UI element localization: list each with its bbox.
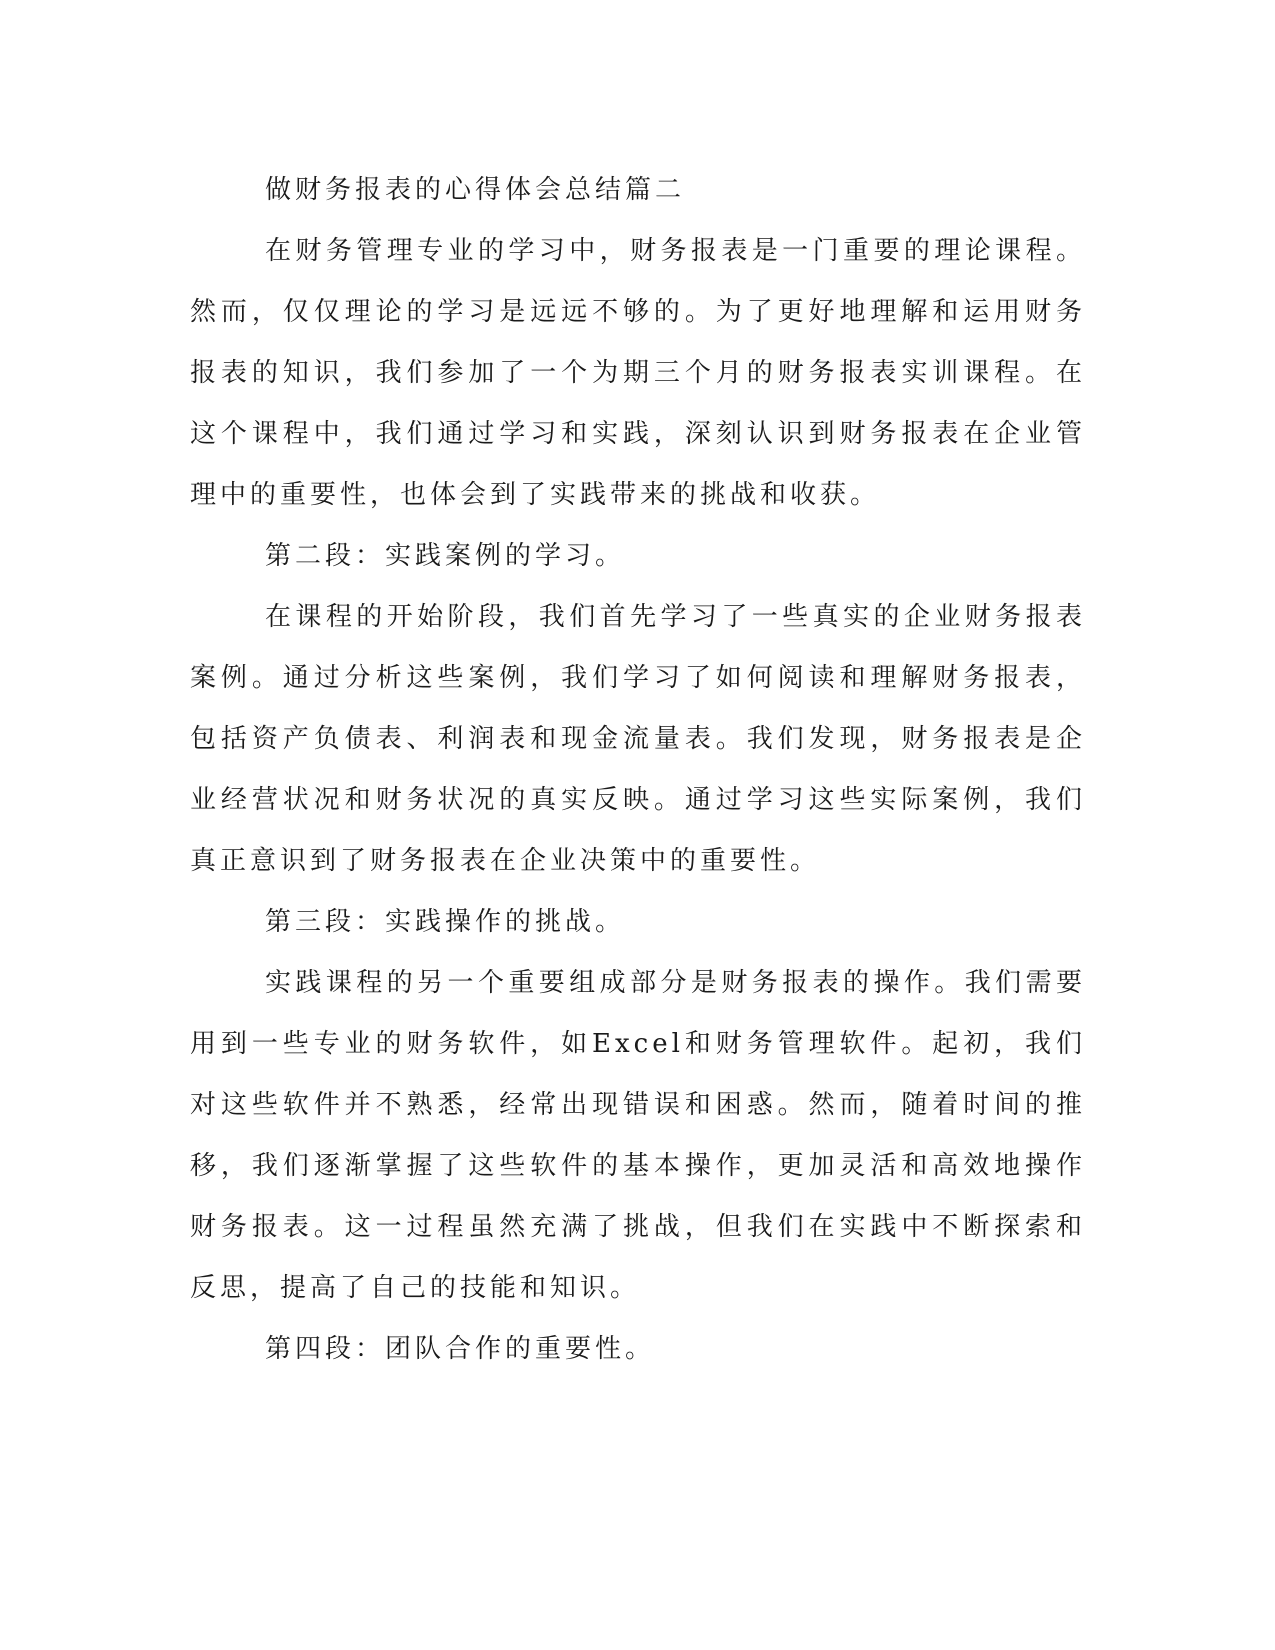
paragraph-case-study: 在课程的开始阶段，我们首先学习了一些真实的企业财务报表案例。通过分析这些案例，我们学习了如何阅读和理解财务报表，包括资产负债表、利润表和现金流量表。我们发现，财务报表是企业经营状况和财务状况的真实反映。通过学习这些实际案例，我们真正意识到了财务报表在企业决策中的重要性。 (190, 602, 1086, 876)
section-heading-2: 第二段：实践案例的学习。 (265, 541, 626, 571)
section-heading-3: 第三段：实践操作的挑战。 (265, 907, 626, 937)
document-body (190, 160, 1086, 1380)
section-heading-4: 第四段：团队合作的重要性。 (265, 1334, 656, 1364)
document-title: 做财务报表的心得体会总结篇二 (265, 175, 686, 205)
paragraph-intro: 在财务管理专业的学习中，财务报表是一门重要的理论课程。然而，仅仅理论的学习是远远不够的。为了更好地理解和运用财务报表的知识，我们参加了一个为期三个月的财务报表实训课程。在这个课程中，我们通过学习和实践，深刻认识到财务报表在企业管理中的重要性，也体会到了实践带来的挑战和收获。 (190, 236, 1086, 510)
paragraph-operation: 实践课程的另一个重要组成部分是财务报表的操作。我们需要用到一些专业的财务软件，如Excel和财务管理软件。起初，我们对这些软件并不熟悉，经常出现错误和困惑。然而，随着时间的推移，我们逐渐掌握了这些软件的基本操作，更加灵活和高效地操作财务报表。这一过程虽然充满了挑战，但我们在实践中不断探索和反思，提高了自己的技能和知识。 (190, 968, 1086, 1303)
